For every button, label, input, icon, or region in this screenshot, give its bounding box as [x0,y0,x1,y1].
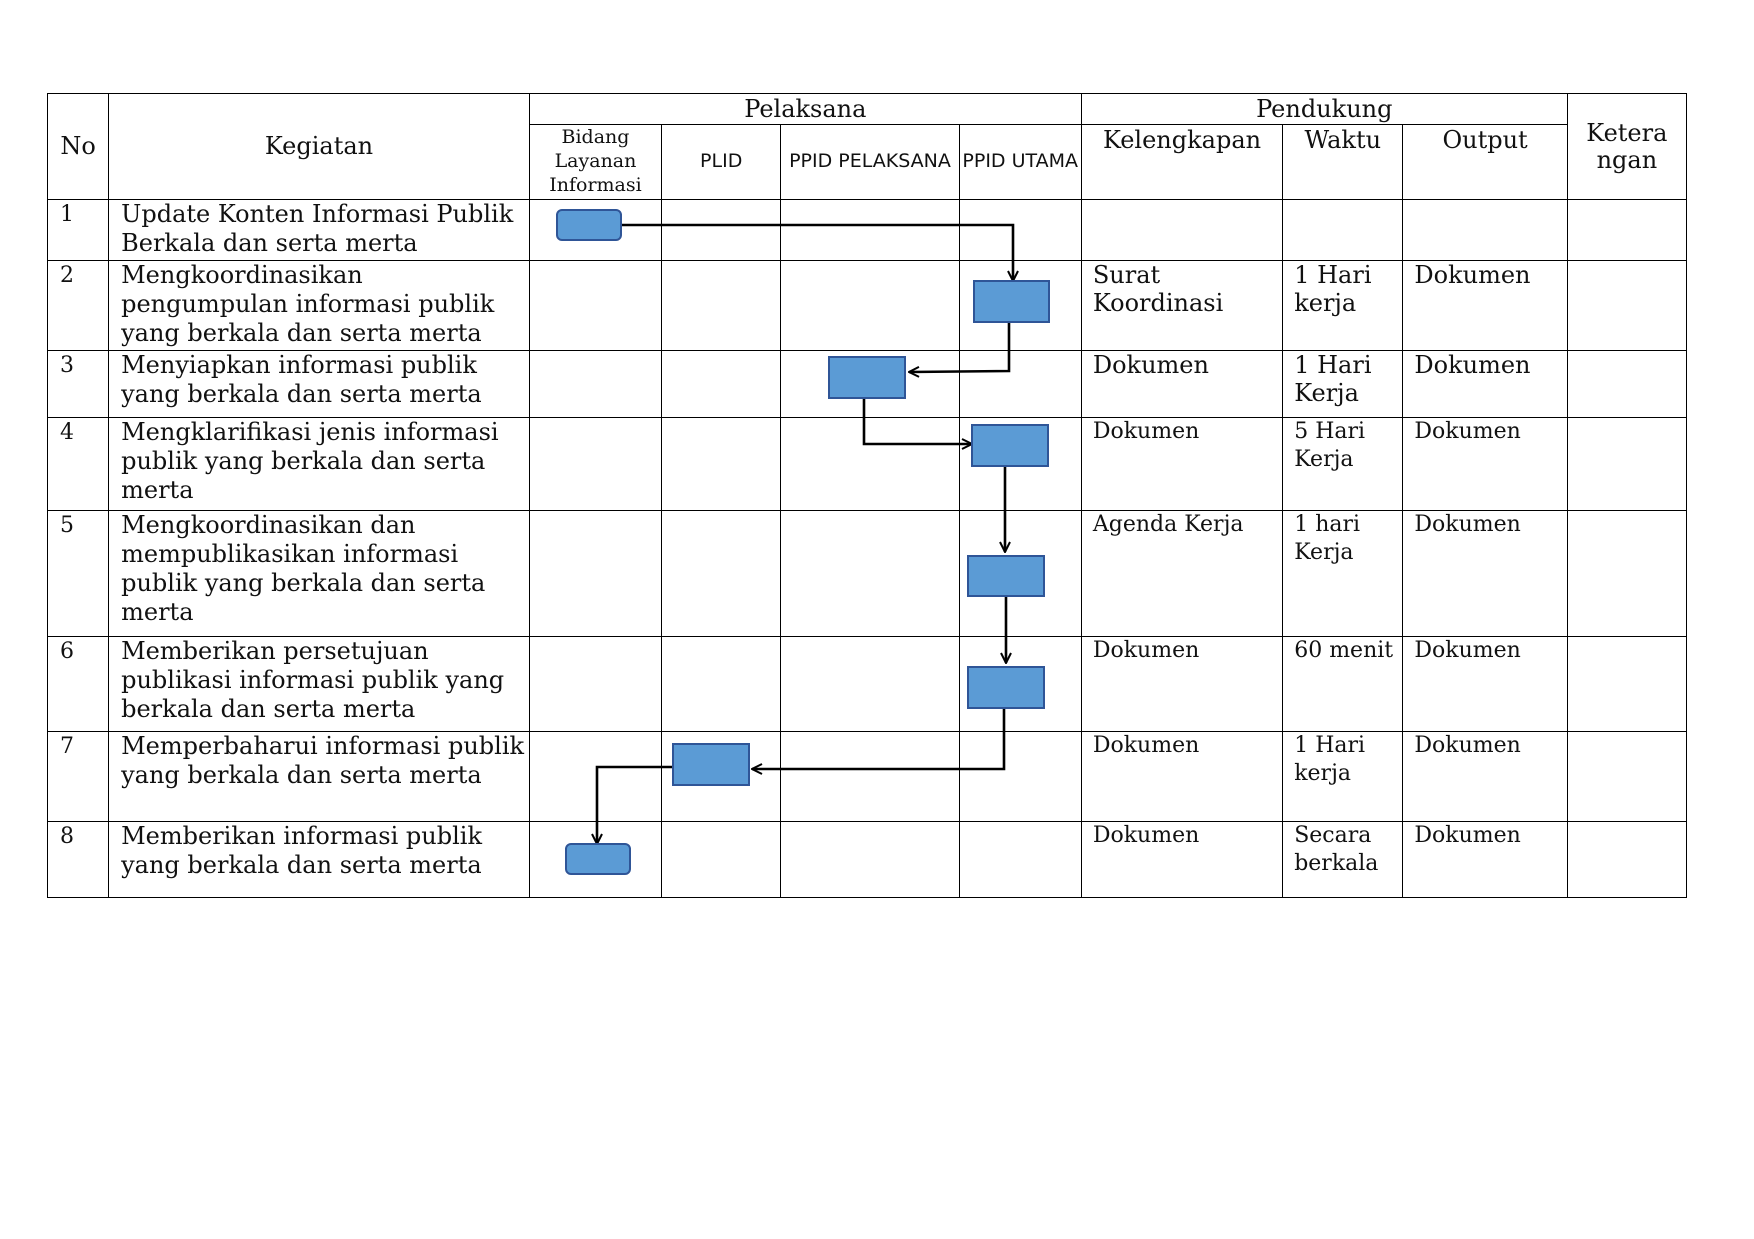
lane-ppid-pelaksana [781,637,959,732]
row-number: 3 [48,351,109,418]
lane-ppid-utama [959,637,1081,732]
lane-ppid-pelaksana [781,351,959,418]
header-no: No [48,94,109,200]
lane-bidang-layanan [529,200,661,261]
keterangan-cell [1567,732,1686,822]
header-pelaksana: Pelaksana [529,94,1081,125]
activity-cell: Memberikan persetujuan publikasi informasi publik yang berkala dan serta merta [109,637,530,732]
table-row [48,822,1687,898]
lane-plid [662,511,781,637]
table-row [48,511,1687,637]
lane-ppid-utama [959,418,1081,511]
row-number: 1 [48,200,109,261]
waktu-cell [1283,200,1403,261]
lane-plid [662,200,781,261]
table-row [48,732,1687,822]
activity-cell: Update Konten Informasi Publik Berkala dan serta merta [109,200,530,261]
waktu-cell: 60 menit [1283,637,1403,732]
lane-plid [662,637,781,732]
waktu-cell: 5 Hari Kerja [1283,418,1403,511]
lane-ppid-utama [959,511,1081,637]
header-waktu: Waktu [1283,125,1403,200]
sop-table [47,93,1687,898]
keterangan-cell [1567,511,1686,637]
output-cell: Dokumen [1403,511,1567,637]
row-number: 4 [48,418,109,511]
lane-ppid-pelaksana [781,418,959,511]
output-cell: Dokumen [1403,351,1567,418]
kelengkapan-cell: Dokumen [1081,637,1282,732]
table-row [48,200,1687,261]
output-cell: Dokumen [1403,637,1567,732]
activity-cell: Mengklarifikasi jenis informasi publik yang berkala dan serta merta [109,418,530,511]
lane-plid [662,732,781,822]
activity-cell: Mengkoordinasikan dan mempublikasikan informasi publik yang berkala dan serta merta [109,511,530,637]
keterangan-cell [1567,822,1686,898]
output-cell: Dokumen [1403,418,1567,511]
row-number: 6 [48,637,109,732]
header-ppid-utama: PPID UTAMA [959,125,1081,200]
lane-ppid-pelaksana [781,732,959,822]
lane-bidang-layanan [529,822,661,898]
keterangan-cell [1567,351,1686,418]
lane-ppid-pelaksana [781,822,959,898]
table-row [48,351,1687,418]
table-row [48,418,1687,511]
kelengkapan-cell: Dokumen [1081,418,1282,511]
kelengkapan-cell: Surat Koordinasi [1081,261,1282,351]
sop-body [48,200,1687,898]
row-number: 5 [48,511,109,637]
lane-plid [662,418,781,511]
lane-ppid-utama [959,351,1081,418]
lane-ppid-pelaksana [781,261,959,351]
header-kelengkapan: Kelengkapan [1081,125,1282,200]
output-cell: Dokumen [1403,732,1567,822]
activity-cell: Memperbaharui informasi publik yang berkala dan serta merta [109,732,530,822]
lane-ppid-pelaksana [781,511,959,637]
lane-ppid-utama [959,261,1081,351]
lane-ppid-utama [959,732,1081,822]
kelengkapan-cell: Dokumen [1081,732,1282,822]
keterangan-cell [1567,200,1686,261]
lane-ppid-utama [959,822,1081,898]
header-keterangan: Ketera ngan [1567,94,1686,200]
header-plid: PLID [662,125,781,200]
kelengkapan-cell [1081,200,1282,261]
kelengkapan-cell: Dokumen [1081,351,1282,418]
keterangan-cell [1567,418,1686,511]
lane-bidang-layanan [529,732,661,822]
header-kegiatan: Kegiatan [109,94,530,200]
lane-ppid-pelaksana [781,200,959,261]
lane-bidang-layanan [529,511,661,637]
activity-cell: Mengkoordinasikan pengumpulan informasi publik yang berkala dan serta merta [109,261,530,351]
header-output: Output [1403,125,1567,200]
header-ppid-pelaksana: PPID PELAKSANA [781,125,959,200]
row-number: 2 [48,261,109,351]
lane-bidang-layanan [529,418,661,511]
output-cell: Dokumen [1403,261,1567,351]
lane-plid [662,261,781,351]
lane-bidang-layanan [529,351,661,418]
lane-plid [662,351,781,418]
keterangan-cell [1567,637,1686,732]
lane-plid [662,822,781,898]
kelengkapan-cell: Dokumen [1081,822,1282,898]
waktu-cell: 1 Hari Kerja [1283,351,1403,418]
output-cell: Dokumen [1403,822,1567,898]
activity-cell: Menyiapkan informasi publik yang berkala dan serta merta [109,351,530,418]
header-bidang-layanan: Bidang Layanan Informasi [529,125,661,200]
waktu-cell: 1 Hari kerja [1283,261,1403,351]
table-row [48,261,1687,351]
header-pendukung: Pendukung [1081,94,1567,125]
waktu-cell: Secara berkala [1283,822,1403,898]
waktu-cell: 1 Hari kerja [1283,732,1403,822]
kelengkapan-cell: Agenda Kerja [1081,511,1282,637]
row-number: 7 [48,732,109,822]
waktu-cell: 1 hari Kerja [1283,511,1403,637]
row-number: 8 [48,822,109,898]
keterangan-cell [1567,261,1686,351]
table-row [48,637,1687,732]
lane-bidang-layanan [529,637,661,732]
lane-ppid-utama [959,200,1081,261]
output-cell [1403,200,1567,261]
activity-cell: Memberikan informasi publik yang berkala dan serta merta [109,822,530,898]
lane-bidang-layanan [529,261,661,351]
